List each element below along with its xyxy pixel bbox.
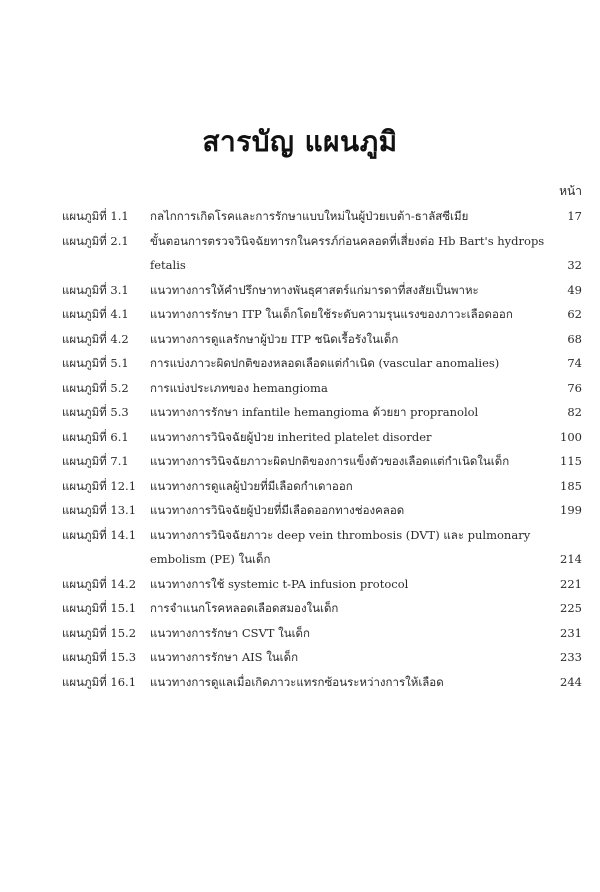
toc-entry	[0, 474, 600, 499]
toc-entry-title: แนวทางการรักษา infantile hemangioma ด้วยยา propranolol	[150, 405, 479, 419]
toc-entry-label: แผนภูมิที่ 2.1	[62, 233, 129, 248]
toc-entry	[0, 425, 600, 450]
toc-entry-label: แผนภูมิที่ 15.3	[62, 650, 137, 664]
toc-entry	[0, 670, 600, 695]
toc-entry	[0, 327, 600, 352]
toc-entry-page-number: 185	[560, 478, 582, 493]
toc-entry-title: แนวทางการดูแลเมื่อเกิดภาวะแทรกซ้อนระหว่างการให้เลือด	[150, 674, 444, 689]
toc-entry-title: แนวทางการให้คำปรึกษาทางพันธุศาสตร์แก่มารดาที่สงสัยเป็นพาหะ	[150, 282, 479, 297]
toc-entry-page-number: 76	[567, 380, 582, 395]
toc-entry-label: แผนภูมิที่ 5.2	[62, 380, 129, 395]
toc-entry-label: แผนภูมิที่ 3.1	[62, 282, 129, 297]
toc-entry-title: แนวทางการวินิจฉัยผู้ป่วย inherited platelet disorder	[150, 429, 432, 444]
toc-entry-label: แผนภูมิที่ 15.2	[62, 625, 137, 640]
toc-entry-title: การแบ่งภาวะผิดปกติของหลอดเลือดแต่กำเนิด (vascular anomalies)	[150, 356, 500, 370]
toc-entry-page-number: 231	[560, 625, 582, 640]
toc-entry-page-number: 199	[560, 503, 582, 517]
toc-entry-title: แนวทางการรักษา CSVT ในเด็ก	[150, 625, 310, 640]
toc-entry	[0, 621, 600, 646]
toc-entry-label: แผนภูมิที่ 4.1	[62, 307, 129, 321]
toc-entry	[0, 645, 600, 670]
toc-entry-label: แผนภูมิที่ 12.1	[62, 478, 137, 493]
toc-entry-page-number: 115	[560, 454, 582, 468]
toc-entry-page-number: 214	[560, 552, 582, 566]
toc-entry-title-continued: fetalis	[150, 258, 186, 272]
toc-entry-label: แผนภูมิที่ 4.2	[62, 331, 129, 346]
toc-entry	[0, 572, 600, 597]
toc-entry-title: ขั้นตอนการตรวจวินิจฉัยทารกในครรภ์ก่อนคลอดที่เสี่ยงต่อ Hb Bart's hydrops	[150, 233, 545, 248]
toc-entry-title: กลไกการเกิดโรคและการรักษาแบบใหม่ในผู้ป่วยเบต้า-ธาลัสซีเมีย	[150, 209, 469, 223]
toc-entry-label: แผนภูมิที่ 14.1	[62, 527, 137, 542]
toc-entry	[0, 376, 600, 401]
toc-entry-label: แผนภูมิที่ 16.1	[62, 674, 137, 689]
toc-entry-page-number: 17	[567, 209, 582, 223]
toc-entry-label: แผนภูมิที่ 13.1	[62, 503, 137, 517]
toc-entry	[0, 449, 600, 474]
toc-entry-page-number: 32	[567, 258, 582, 272]
toc-entry-title: แนวทางการรักษา AIS ในเด็ก	[150, 650, 299, 664]
toc-entry	[0, 596, 600, 621]
page-column-label: หน้า	[559, 184, 582, 198]
toc-entry	[0, 229, 600, 278]
toc-entry	[0, 351, 600, 376]
toc-entry-title: แนวทางการวินิจฉัยภาวะผิดปกติของการแข็งตัวของเลือดแต่กำเนิดในเด็ก	[150, 454, 510, 468]
toc-entry	[0, 278, 600, 303]
toc-entry-title: แนวทางการรักษา ITP ในเด็กโดยใช้ระดับความรุนแรงของภาวะเลือดออก	[150, 307, 513, 321]
toc-entry-page-number: 221	[560, 576, 582, 591]
toc-entry-page-number: 100	[560, 429, 582, 444]
page-title: สารบัญ แผนภูมิ	[202, 125, 398, 158]
toc-entry-label: แผนภูมิที่ 15.1	[62, 601, 137, 615]
toc-entry	[0, 204, 600, 229]
toc-entry-title: แนวทางการวินิจฉัยภาวะ deep vein thrombosis (DVT) และ pulmonary	[150, 527, 531, 542]
toc-entry-title-continued: embolism (PE) ในเด็ก	[150, 552, 271, 566]
toc-entry	[0, 400, 600, 425]
toc-entry-page-number: 233	[560, 650, 582, 664]
toc-entry-page-number: 74	[567, 356, 582, 370]
toc-entry	[0, 498, 600, 523]
toc-entry-page-number: 225	[560, 601, 582, 615]
toc-entry-page-number: 82	[567, 405, 582, 419]
toc-entry-title: การจำแนกโรคหลอดเลือดสมองในเด็ก	[150, 601, 339, 615]
toc-entry-label: แผนภูมิที่ 1.1	[62, 209, 129, 223]
toc-entry-title: แนวทางการวินิจฉัยผู้ป่วยที่มีเลือดออกทางช่องคลอด	[150, 503, 405, 517]
toc-entry-label: แผนภูมิที่ 7.1	[62, 454, 129, 468]
toc-entry-page-number: 62	[567, 307, 582, 321]
toc-entry-label: แผนภูมิที่ 5.1	[62, 356, 129, 370]
chart-list	[0, 204, 600, 694]
toc-entry-label: แผนภูมิที่ 5.3	[62, 405, 129, 419]
toc-entry-title: การแบ่งประเภทของ hemangioma	[150, 380, 328, 395]
toc-entry	[0, 302, 600, 327]
toc-entry-label: แผนภูมิที่ 6.1	[62, 429, 129, 444]
toc-entry-page-number: 244	[560, 674, 582, 689]
toc-entry-title: แนวทางการดูแลรักษาผู้ป่วย ITP ชนิดเรื้อรังในเด็ก	[150, 331, 399, 346]
toc-entry-page-number: 68	[567, 331, 582, 346]
toc-entry-label: แผนภูมิที่ 14.2	[62, 576, 137, 591]
toc-entry-title: แนวทางการใช้ systemic t-PA infusion protocol	[150, 576, 409, 591]
toc-entry	[0, 523, 600, 572]
toc-entry-title: แนวทางการดูแลผู้ป่วยที่มีเลือดกำเดาออก	[150, 478, 353, 493]
toc-entry-page-number: 49	[567, 282, 582, 297]
